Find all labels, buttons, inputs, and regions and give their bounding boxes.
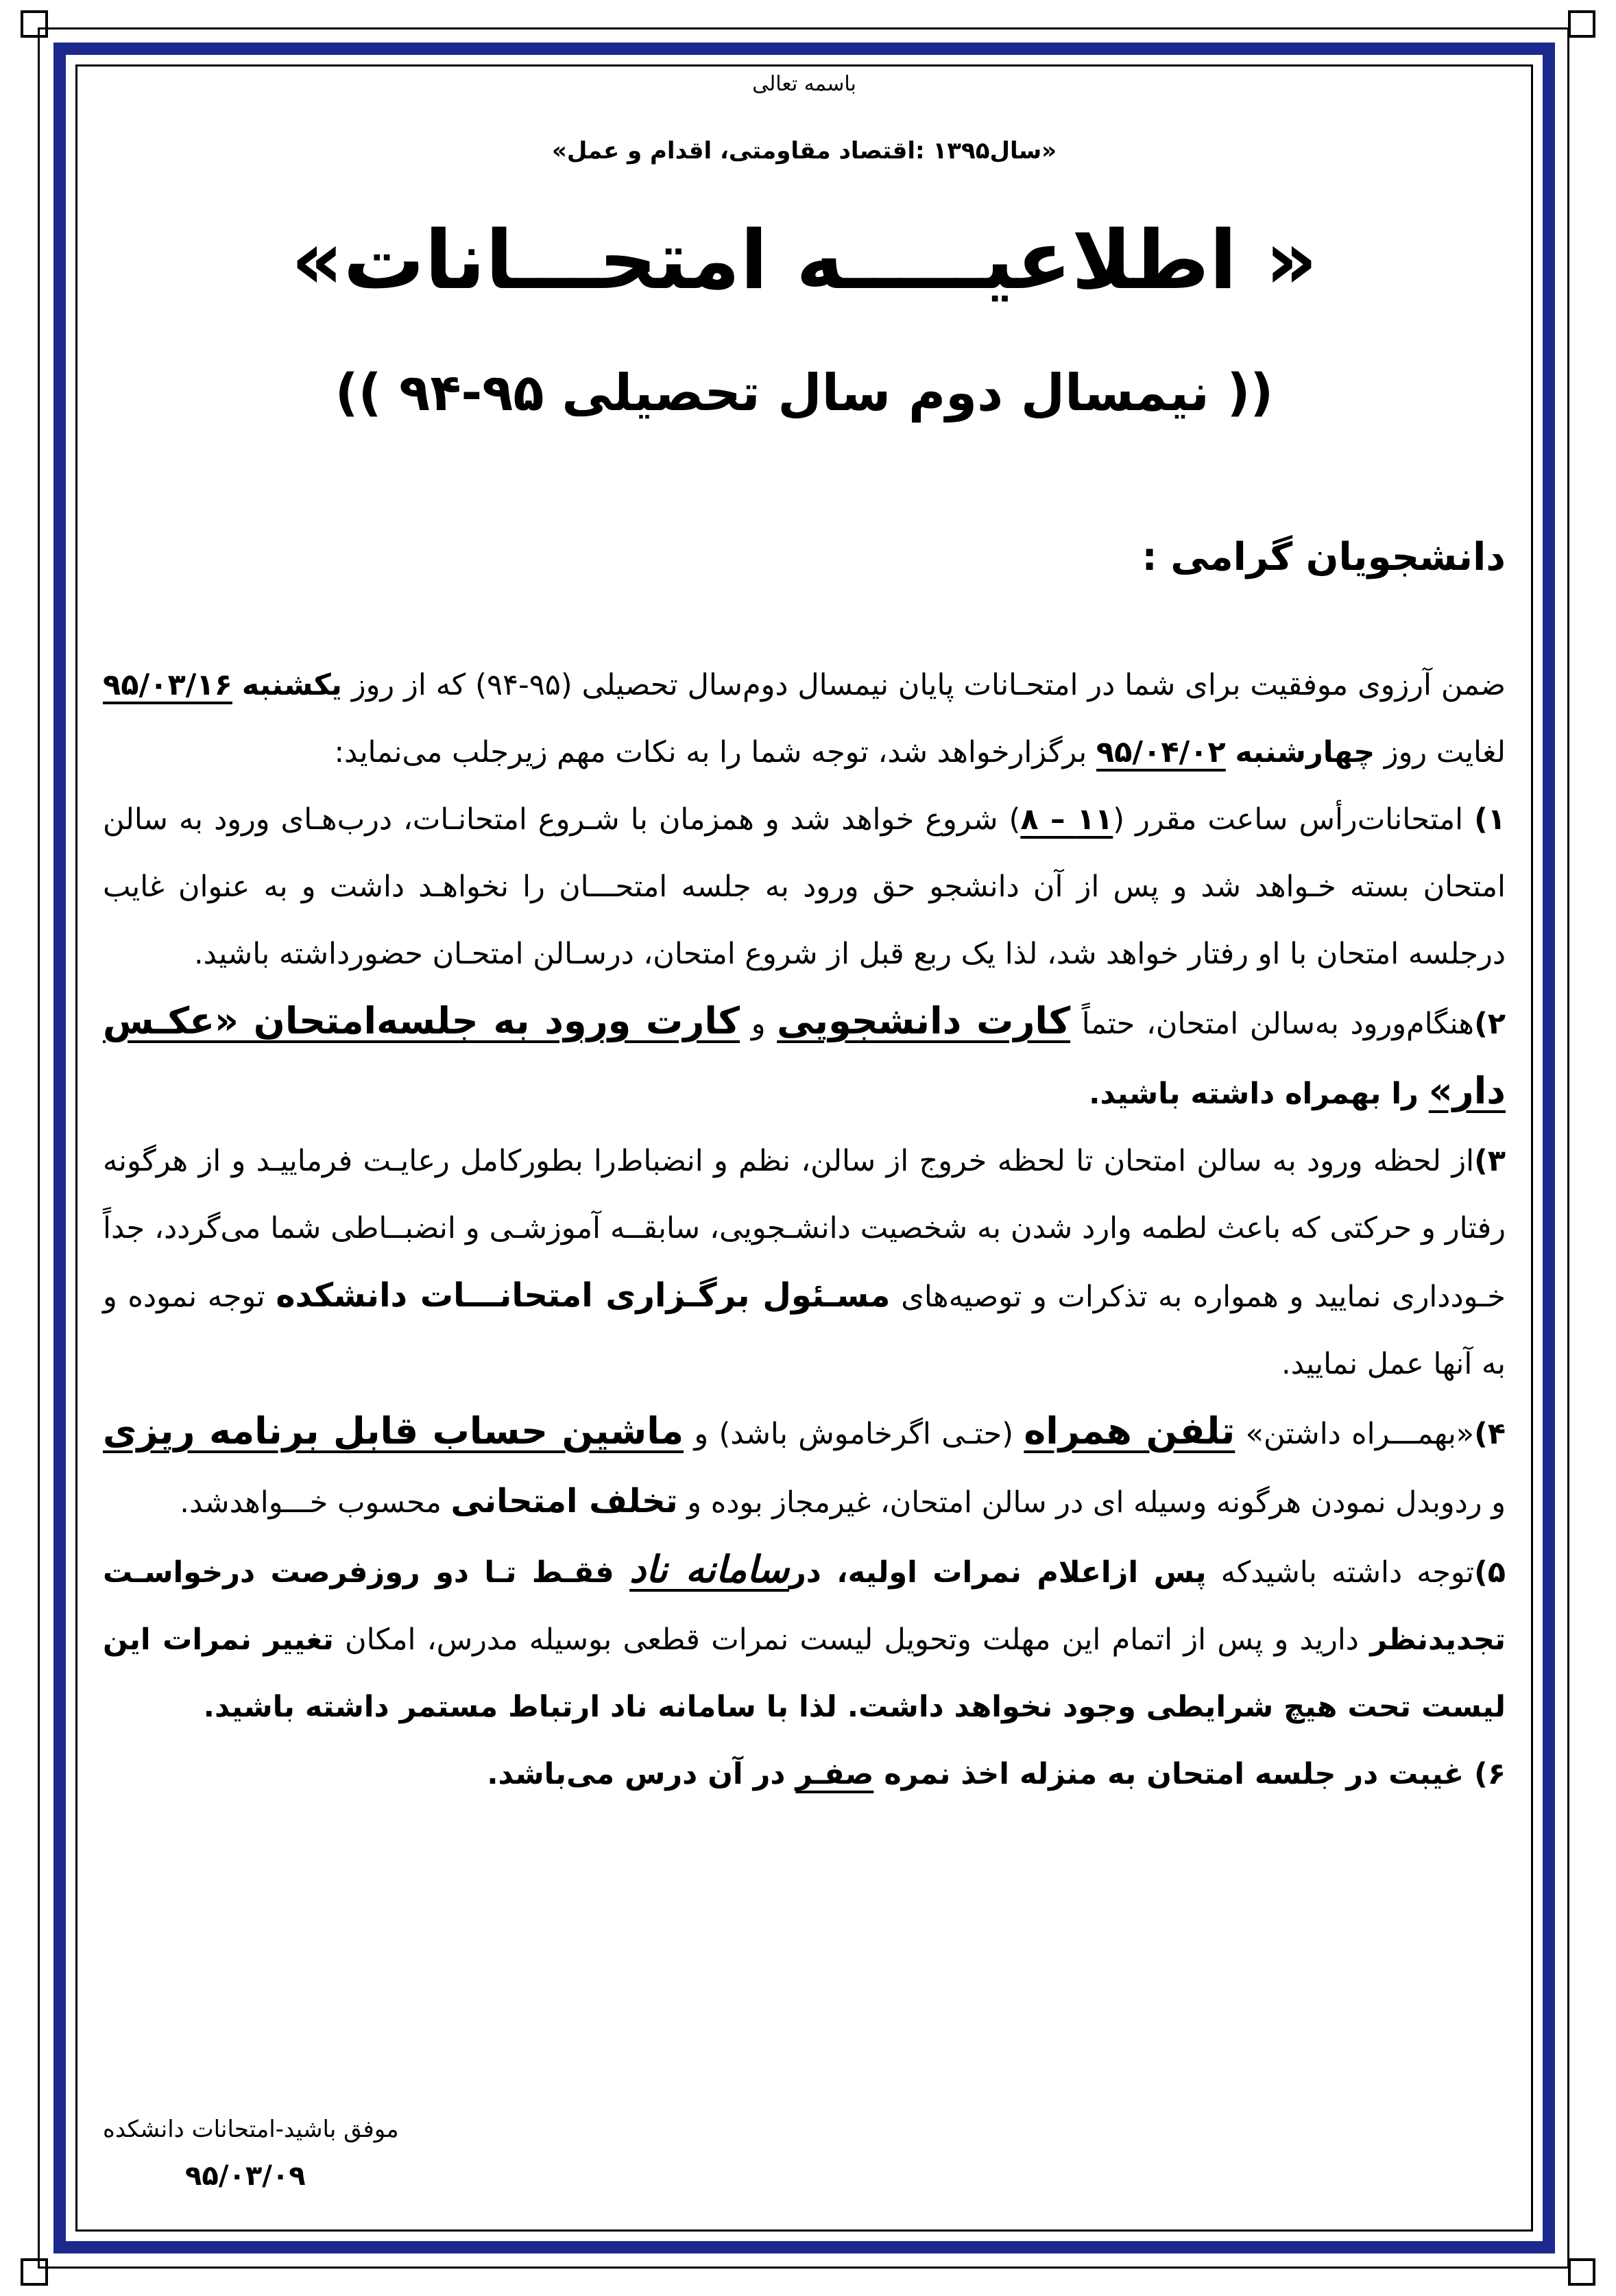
frame-corner <box>21 10 48 38</box>
item-bold: فقـط تـا دو روزفرصت درخواسـت تجدیدنظر <box>103 1555 1506 1657</box>
item-text: هنگام‌ورود به‌سالن امتحان، حتماً <box>1070 1007 1475 1041</box>
item-3 <box>103 1127 1506 1398</box>
greeting: دانشجویان گرامی : <box>1142 535 1506 579</box>
basmala: باسمه تعالی <box>752 72 856 96</box>
start-day: یکشنبه <box>241 668 342 702</box>
item-text: و <box>740 1007 777 1041</box>
calculator: ماشین حساب قابل برنامه ریزی <box>103 1409 684 1452</box>
mobile-phone: تلفن همراه <box>1024 1409 1235 1452</box>
frame-corner <box>1568 10 1595 38</box>
item-number: ۲) <box>1474 1007 1506 1041</box>
intro-text: برگزارخواهد شد، توجه شما را به نکات مهم زیرجلب می‌نماید: <box>334 735 1096 769</box>
item-text: محسوب خـــواهدشد. <box>180 1485 451 1520</box>
start-date: ۹۵/۰۳/۱۶ <box>103 668 232 702</box>
item-6 <box>103 1741 1506 1808</box>
page-subtitle: (( نیمسال دوم سال تحصیلی ۹۵-۹۴ )) <box>335 363 1274 422</box>
item-number: ۱) <box>1474 802 1506 837</box>
item-text: امتحانات‌رأس ساعت مقرر ( <box>1113 802 1475 837</box>
item-text: (حتـی اگرخاموش باشد) و <box>684 1417 1024 1451</box>
item-text: و ردوبدل نمودن هرگونه وسیله ای در سالن امتحان، غیرمجاز بوده و <box>677 1485 1506 1520</box>
item-1 <box>103 786 1506 988</box>
item-text: را بهمراه داشته باشید. <box>1089 1077 1429 1111</box>
item-number: ۵) <box>1474 1555 1506 1590</box>
end-date: ۹۵/۰۴/۰۲ <box>1096 735 1226 769</box>
intro-text: لغایت روز <box>1375 735 1506 769</box>
document-content <box>103 69 1506 2215</box>
item-2 <box>103 988 1506 1127</box>
end-day: چهارشنبه <box>1235 735 1375 769</box>
violation: تخلف امتحانی <box>450 1482 678 1520</box>
item-text: از لحظه ورود به سالن امتحان تا لحظه خروج از سالن، نظم و انضباط‌را بطورکامل رعایـت فرماییـد و از هرگونه رفتار و حرکتی که باعث لطمه وارد شدن به شخصیت دانشـجویی، سابقــه آموزشـی و انضبــاطی شما می‌گردد، جداً خـودداری نمایید و همواره به تذکرات و توصیه‌های <box>103 1144 1506 1314</box>
entry-card: کارت ورود به جلسه‌امتحان «عکـس دار» <box>103 999 1506 1112</box>
issue-date: ۹۵/۰۳/۰۹ <box>185 2160 306 2192</box>
item-number: ۴) <box>1474 1417 1506 1451</box>
frame-corner <box>21 2258 48 2286</box>
notice-body <box>103 651 1506 1808</box>
exam-officer: مسـئول برگـزاری امتحانـــات دانشکده <box>276 1276 891 1315</box>
zero-grade: صفـر <box>795 1757 874 1791</box>
year-slogan: «سال۱۳۹۵ :اقتصاد مقاومتی، اقدام و عمل» <box>551 137 1057 165</box>
signature-line: موفق باشید-امتحانات دانشکده <box>103 2116 399 2143</box>
item-bold: تغییر نمرات این لیست تحت هیچ شرایطی وجود نخواهد داشت. لذا با سامانه ناد ارتباط مستمر داشته باشید. <box>103 1623 1506 1724</box>
item-bold: پس ازاعلام نمرات اولیه، در <box>788 1555 1207 1590</box>
item-text: توجه نموده و به آنها عمل نمایید. <box>103 1280 1506 1381</box>
exam-time: ۱۱ – ۸ <box>1020 802 1113 837</box>
frame-corner <box>1568 2258 1595 2286</box>
item-text: در آن درس می‌باشد. <box>487 1757 796 1791</box>
item-text: ) شروع خواهد شد و همزمان با شـروع امتحانـات، درب‌هـای ورود به سالن امتحان بسته خـواهد شد و پس از آن دانشجو حق ورود به جلسه امتحـــان را نخواهـد داشت و به عنوان غایب درجلسه امتحان با او رفتار خواهد شد، لذا یک ربع قبل از شروع امتحان، درسـالن امتحـان حضورداشته باشید. <box>103 802 1506 971</box>
nad-system: سامانه ناد <box>629 1548 789 1591</box>
item-number: ۶) <box>1474 1757 1506 1791</box>
student-card: کارت دانشجویی <box>777 999 1071 1042</box>
item-text: غیبت در جلسه امتحان به منزله اخذ نمره <box>873 1757 1475 1791</box>
item-text: دارید و پس از اتمام این مهلت وتحویل لیست نمرات قطعی بوسیله مدرس، امکان <box>333 1623 1371 1657</box>
item-text: «بهمـــراه داشتن» <box>1235 1417 1475 1451</box>
page-title: « اطلاعیـــــه امتحـــانات» <box>291 213 1318 307</box>
item-text: توجه داشته باشیدکه <box>1206 1555 1475 1590</box>
intro-text: ضمن آرزوی موفقیت برای شما در امتحـانات پایان نیمسال دوم‌سال تحصیلی (۹۵-۹۴) که از روز <box>341 668 1506 702</box>
item-number: ۳) <box>1474 1144 1506 1178</box>
item-4 <box>103 1398 1506 1536</box>
intro-paragraph <box>103 651 1506 786</box>
item-5 <box>103 1536 1506 1741</box>
